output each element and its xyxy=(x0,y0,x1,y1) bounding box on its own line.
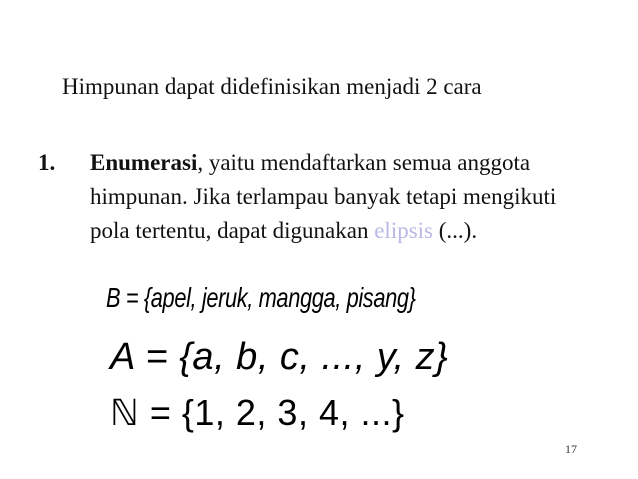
formula-set-natural-numbers: ℕ = {1, 2, 3, 4, ...} xyxy=(110,392,405,433)
formula-set-a: A = {a, b, c, ..., y, z} xyxy=(110,336,449,378)
list-item-body xyxy=(90,146,598,248)
ellipsis-word: elipsis xyxy=(374,218,433,243)
item-text-part-2: (...). xyxy=(433,218,478,243)
formula-set-b: B = {apel, jeruk, mangga, pisang} xyxy=(106,282,416,313)
item-text-part-1: , yaitu mendaftarkan semua anggota himpunan. Jika terlampau banyak tetapi mengikuti pola tertentu, dapat digunakan xyxy=(90,150,557,243)
list-item-enumerasi xyxy=(38,146,598,248)
list-number: 1. xyxy=(38,150,56,175)
page-number: 17 xyxy=(565,442,577,456)
term-enumerasi: Enumerasi xyxy=(90,150,198,175)
intro-text: Himpunan dapat didefinisikan menjadi 2 cara xyxy=(62,74,482,99)
